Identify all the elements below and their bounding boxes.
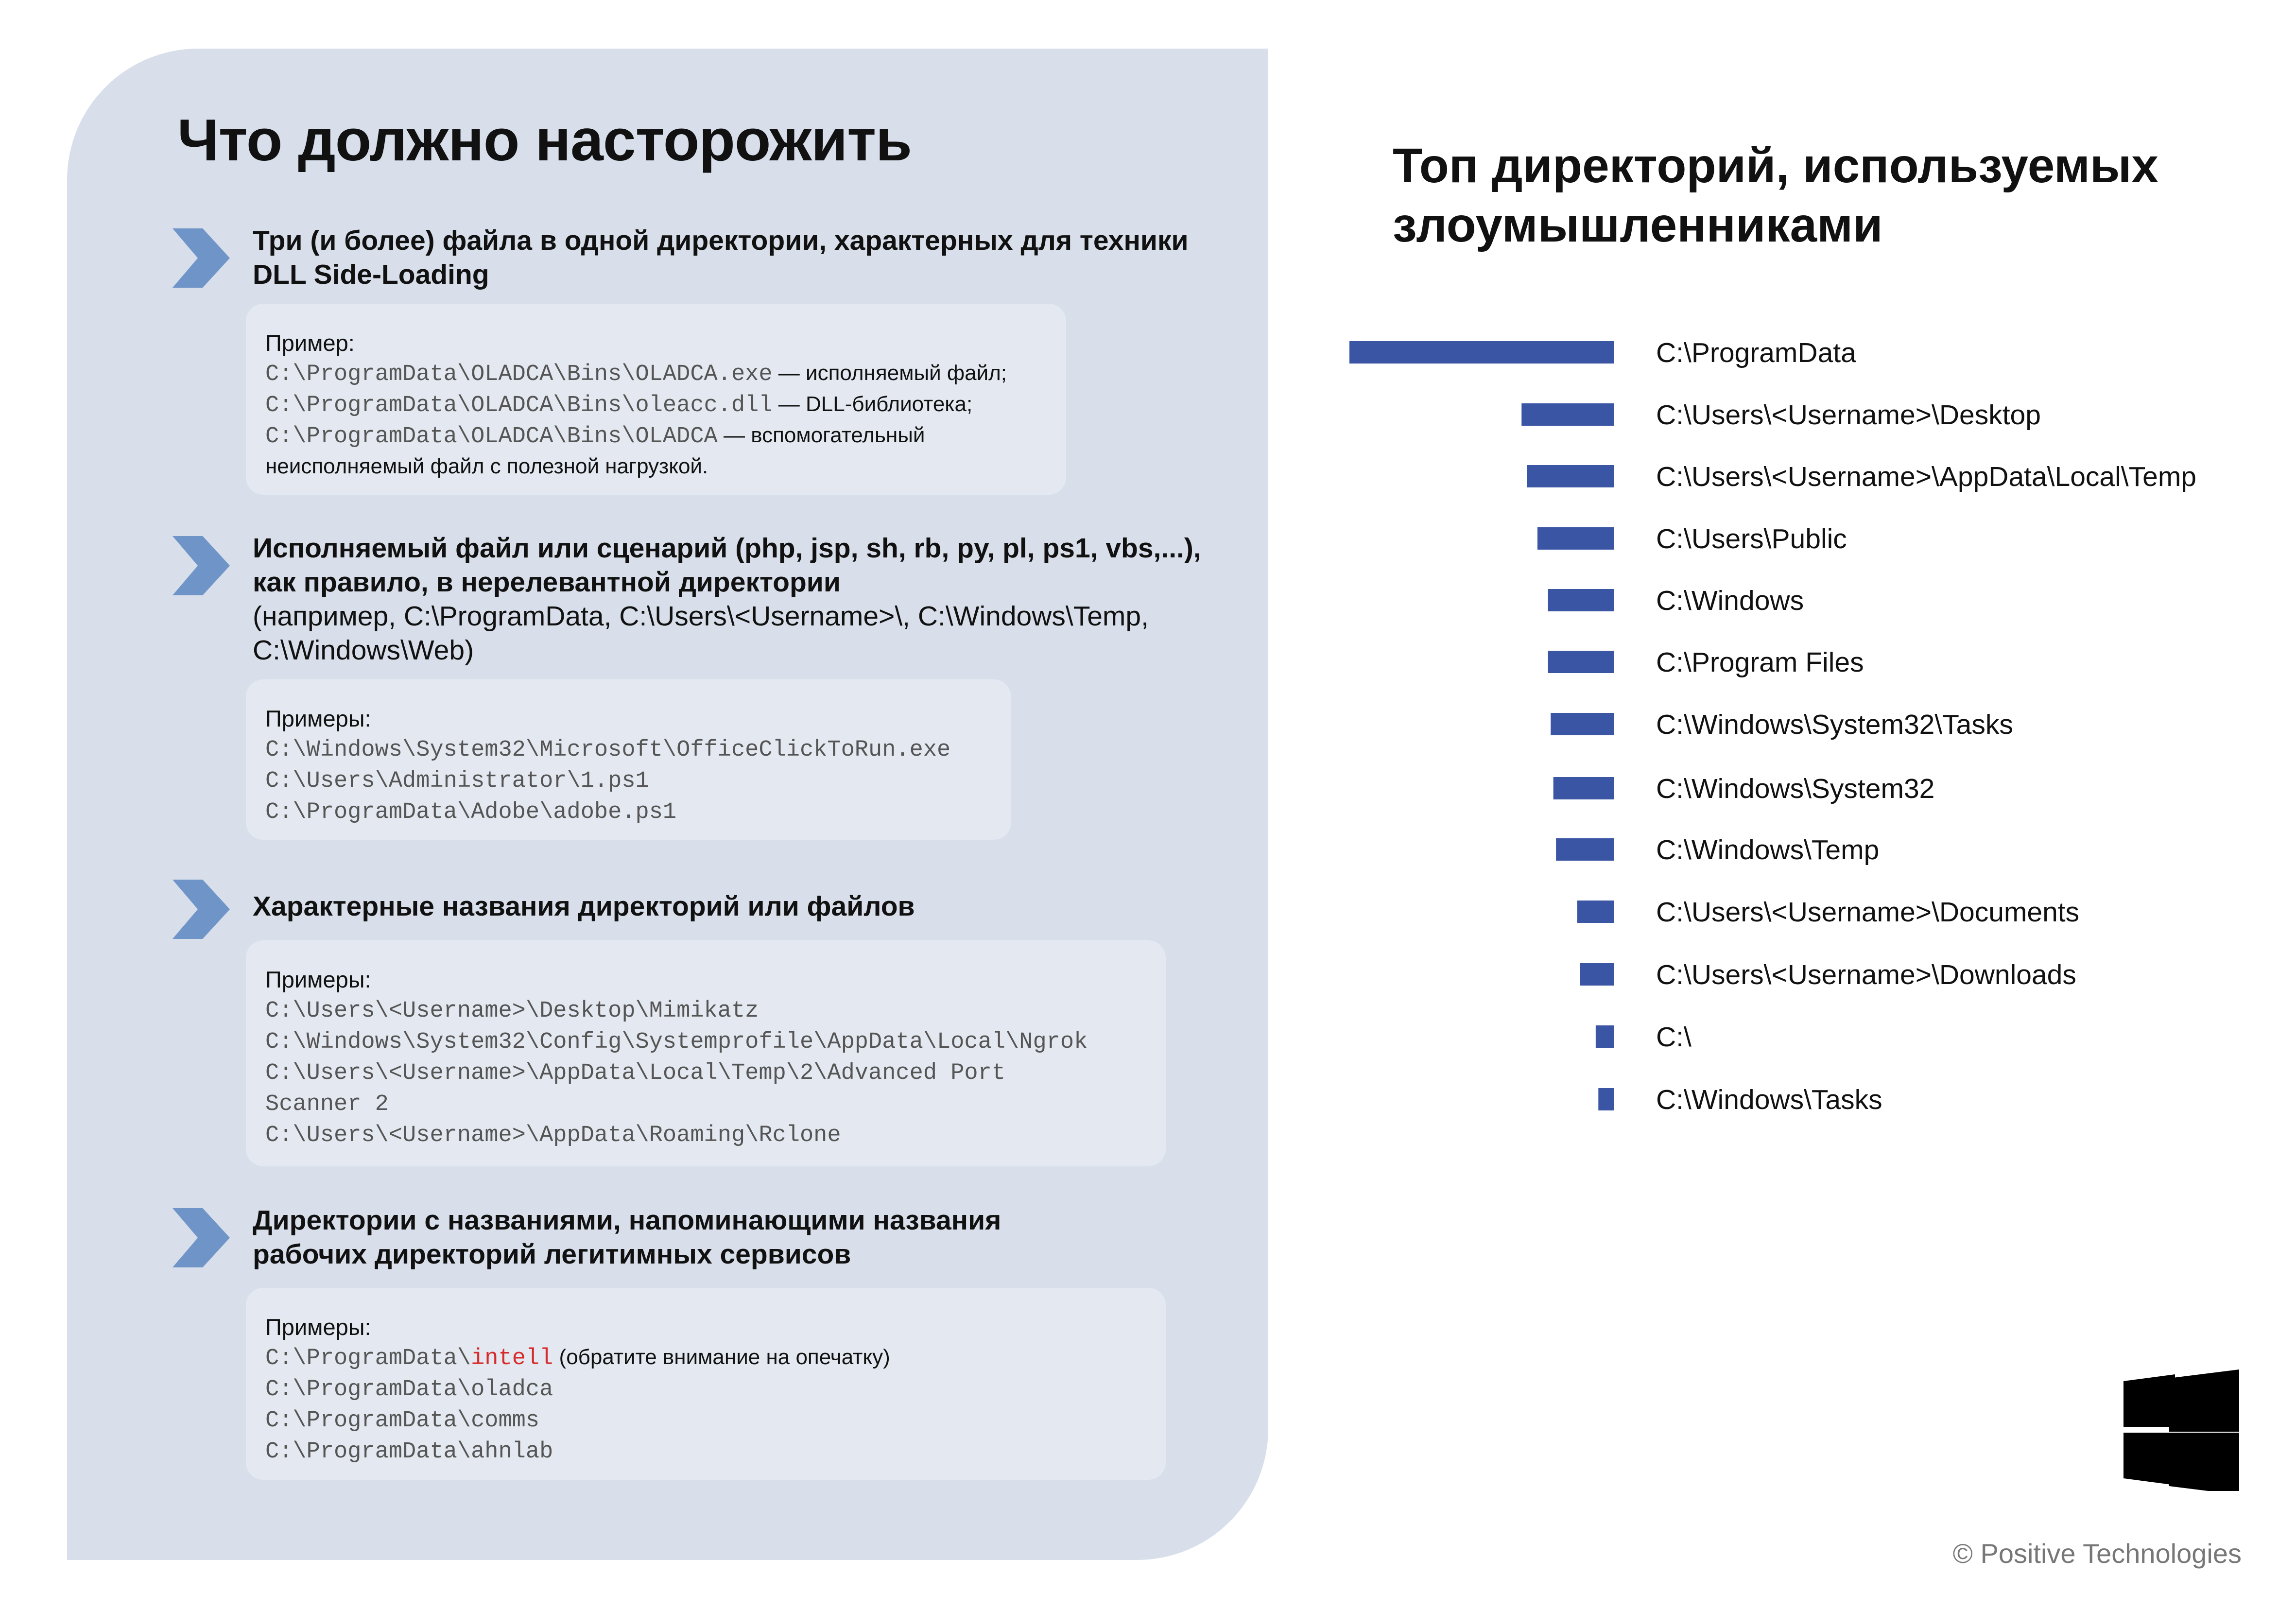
example-line: C:\Users\<Username>\Desktop\Mimikatz [265,998,759,1024]
example-line: C:\Windows\System32\Config\Systemprofile\AppData\Local\Ngrok [265,1029,1088,1055]
example-line: C:\ProgramData\OLADCA\Bins\oleacc.dll — DLL-библиотека; [265,392,973,418]
example-line: C:\ProgramData\ahnlab [265,1439,553,1465]
example-label: Примеры: [265,967,371,992]
bar [1596,1025,1614,1048]
example-line: C:\ProgramData\oladca [265,1377,553,1403]
example-line: C:\Windows\System32\Microsoft\OfficeClickToRun.exe [265,737,951,763]
example-line: C:\ProgramData\intell (обратите внимание на опечатку) [265,1345,890,1371]
panel-title: Что должно насторожить [177,107,912,173]
category-label: C:\Windows\System32\Tasks [1656,709,2013,740]
category-label: C:\Users\<Username>\AppData\Local\Temp [1656,461,2197,492]
bar [1349,341,1614,364]
bar [1551,713,1614,735]
bar [1527,465,1614,487]
item-heading-bold: Три (и более) файла в одной директории, характерных для техники DLL Side-Loading [253,225,1189,290]
item-heading-bold: Директории с названиями, напоминающими названия рабочих директорий легитимных сервисов [253,1205,1001,1270]
bar [1521,403,1614,426]
category-label: C:\ProgramData [1656,337,1856,368]
category-label: C:\Users\Public [1656,523,1847,554]
category-label: C:\Users\<Username>\Documents [1656,897,2080,928]
bar [1548,589,1614,611]
example-line: C:\Users\<Username>\AppData\Local\Temp\2\Advanced Port [265,1060,1006,1086]
item-heading-bold: Характерные названия директорий или файлов [253,891,915,922]
typo-highlight: intell [471,1346,553,1371]
category-label: C:\Windows [1656,585,1804,616]
bar [1598,1088,1614,1110]
category-label: C:\ [1656,1022,1692,1053]
chart-title: Топ директорий, используемых злоумышленниками [1393,139,2158,252]
category-label: C:\Windows\Temp [1656,834,1880,866]
example-line: C:\ProgramData\comms [265,1408,540,1434]
example-label: Пример: [265,330,355,356]
category-label: C:\Windows\System32 [1656,773,1935,804]
example-line: C:\ProgramData\OLADCA\Bins\OLADCA — вспомогательный [265,423,925,450]
category-label: C:\Users\<Username>\Downloads [1656,959,2076,990]
bar [1537,527,1614,550]
bar [1548,651,1614,673]
item-heading-plain: (например, C:\ProgramData, C:\Users\<Username>\, C:\Windows\Temp, C:\Windows\Web) [253,601,1149,666]
example-line: C:\ProgramData\OLADCA\Bins\OLADCA.exe — исполняемый файл; [265,361,1007,387]
bar [1580,963,1614,986]
item-heading-bold: Исполняемый файл или сценарий (php, jsp, sh, rb, py, pl, ps1, vbs,...), как правило, в нерелевантной директории [253,533,1201,598]
bar [1554,777,1614,799]
example-label: Примеры: [265,706,371,731]
category-label: C:\Windows\Tasks [1656,1084,1882,1115]
example-line: C:\ProgramData\Adobe\adobe.ps1 [265,799,677,825]
example-label: Примеры: [265,1314,371,1340]
windows-logo-icon [2123,1369,2251,1491]
example-line: Scanner 2 [265,1091,389,1117]
category-label: C:\Users\<Username>\Desktop [1656,399,2041,431]
example-line: C:\Users\<Username>\AppData\Roaming\Rclone [265,1123,841,1148]
copyright: © Positive Technologies [1952,1538,2242,1569]
example-line: неисполняемый файл с полезной нагрузкой. [265,454,708,478]
bar [1556,838,1614,861]
bar [1577,901,1614,923]
example-line: C:\Users\Administrator\1.ps1 [265,768,649,794]
category-label: C:\Program Files [1656,647,1864,678]
